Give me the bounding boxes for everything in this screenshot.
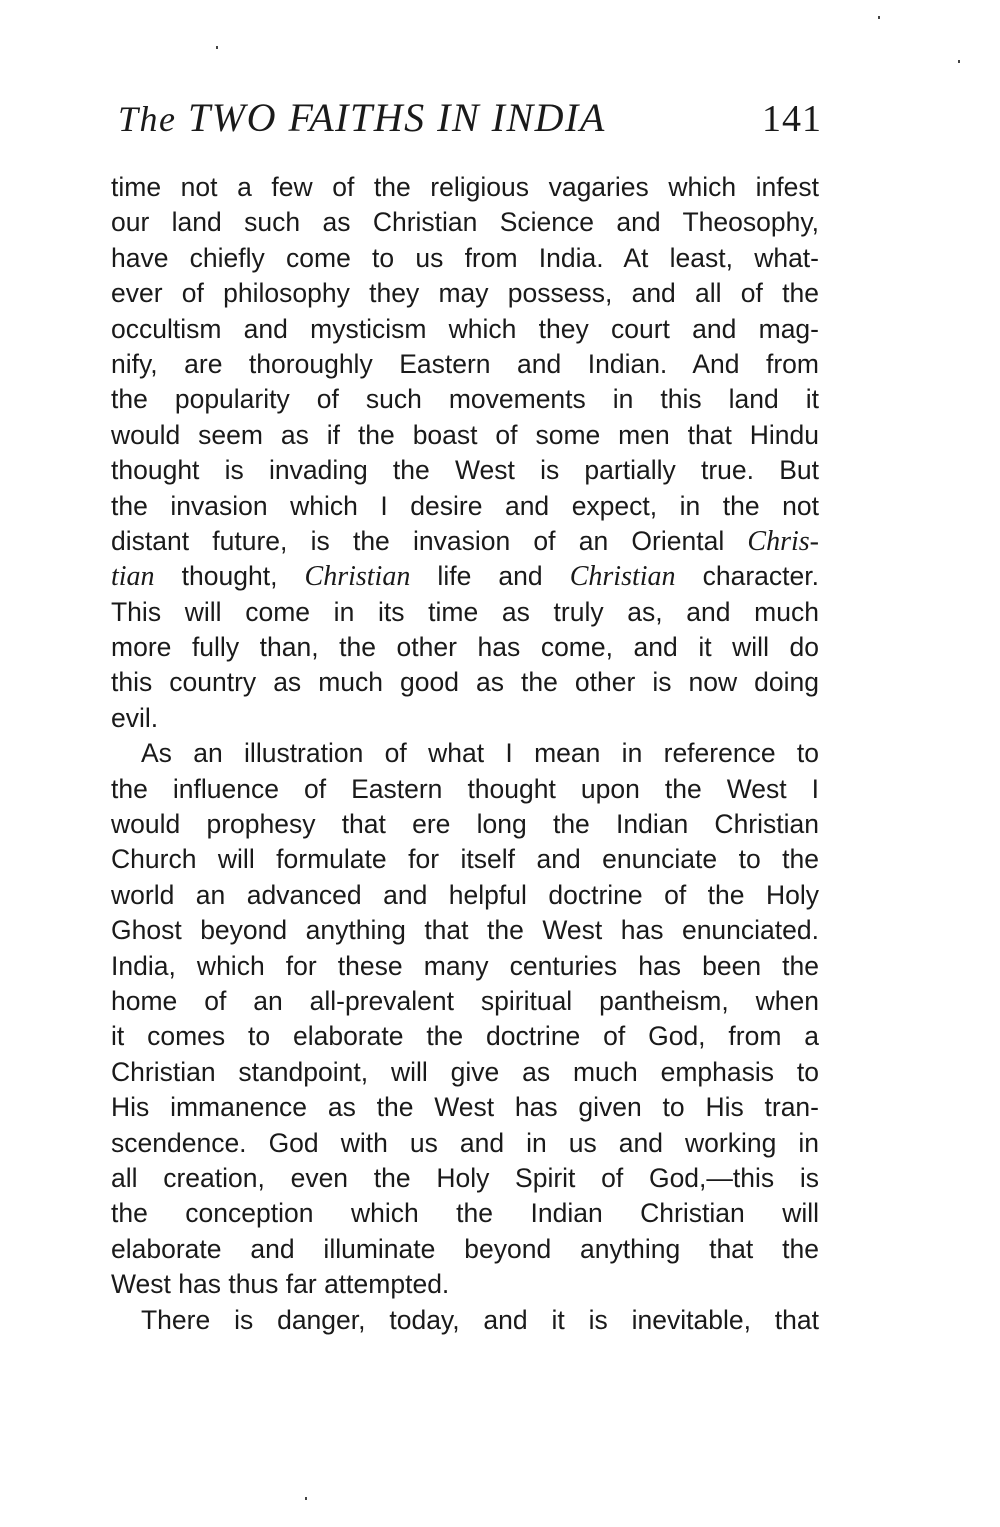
text-line — [111, 701, 819, 736]
italic-text: tian — [111, 561, 155, 593]
text-line — [111, 347, 819, 382]
text-segment: it comes to elaborate the doctrine of God, from a — [111, 1021, 819, 1052]
text-line — [111, 1019, 819, 1054]
text-segment: life and — [410, 561, 570, 592]
text-segment: distant future, is the invasion of an Oriental — [111, 525, 748, 556]
page-number: 141 — [762, 98, 822, 140]
text-line — [111, 595, 819, 630]
text-line — [111, 453, 819, 488]
text-segment: the popularity of such movements in this land it — [111, 384, 819, 415]
text-segment: His immanence as the West has given to His tran- — [111, 1092, 819, 1123]
text-line — [111, 736, 819, 771]
italic-text: Christian — [569, 561, 676, 593]
text-line — [111, 1267, 819, 1302]
text-segment: would prophesy that ere long the Indian Christian — [111, 809, 819, 840]
text-line — [111, 878, 819, 913]
text-line — [111, 665, 819, 700]
running-title-main: TWO FAITHS IN INDIA — [188, 95, 606, 140]
text-line — [111, 772, 819, 807]
text-segment: the conception which the Indian Christian will — [111, 1198, 819, 1229]
text-line — [111, 241, 819, 276]
text-line — [111, 1126, 819, 1161]
text-line — [111, 630, 819, 665]
text-segment: elaborate and illuminate beyond anything that the — [111, 1233, 819, 1264]
text-segment: home of an all-prevalent spiritual pantheism, when — [111, 985, 819, 1016]
text-line — [111, 1196, 819, 1231]
scan-speck — [878, 16, 880, 19]
text-segment: the invasion which I desire and expect, in the not — [111, 490, 819, 521]
text-segment: India, which for these many centuries has been the — [111, 950, 819, 981]
text-line — [111, 559, 819, 594]
text-line — [111, 276, 819, 311]
italic-text: Christian — [304, 561, 411, 593]
text-segment: would seem as if the boast of some men that Hindu — [111, 419, 819, 450]
text-line — [111, 807, 819, 842]
text-segment: Ghost beyond anything that the West has enunciated. — [111, 915, 819, 946]
running-title — [118, 93, 606, 144]
text-segment: As an illustration of what I mean in reference to — [141, 738, 819, 769]
text-segment: character. — [675, 561, 819, 592]
text-line — [111, 170, 819, 205]
text-line — [111, 418, 819, 453]
text-line — [111, 1303, 819, 1338]
text-line — [111, 949, 819, 984]
running-title-article: The — [118, 99, 177, 139]
text-segment: West has thus far attempted. — [111, 1269, 450, 1300]
text-line — [111, 1232, 819, 1267]
text-segment: our land such as Christian Science and Theosophy, — [111, 207, 819, 238]
text-line — [111, 913, 819, 948]
text-line — [111, 842, 819, 877]
text-segment: the influence of Eastern thought upon the West I — [111, 773, 819, 804]
text-segment: occultism and mysticism which they court and mag- — [111, 313, 819, 344]
scan-speck — [958, 60, 960, 63]
scan-speck — [216, 46, 218, 49]
text-segment: world an advanced and helpful doctrine of the Holy — [111, 879, 819, 910]
text-segment: There is danger, today, and it is inevitable, that — [141, 1304, 819, 1335]
text-line — [111, 382, 819, 417]
text-segment: This will come in its time as truly as, and much — [111, 596, 819, 627]
text-line — [111, 984, 819, 1019]
text-line — [111, 524, 819, 559]
text-segment: Christian standpoint, will give as much emphasis to — [111, 1056, 819, 1087]
text-segment: more fully than, the other has come, and it will do — [111, 632, 819, 663]
text-line — [111, 312, 819, 347]
text-line — [111, 489, 819, 524]
text-segment: this country as much good as the other is now doing — [111, 667, 819, 698]
text-segment: scendence. God with us and in us and working in — [111, 1127, 819, 1158]
text-segment: thought is invading the West is partially true. But — [111, 455, 819, 486]
text-line — [111, 1055, 819, 1090]
text-line — [111, 1161, 819, 1196]
text-line — [111, 1090, 819, 1125]
italic-text: Chris- — [747, 525, 819, 557]
text-segment: nify, are thoroughly Eastern and Indian. And from — [111, 348, 819, 379]
text-line — [111, 205, 819, 240]
text-segment: Church will formulate for itself and enunciate to the — [111, 844, 819, 875]
text-segment: ever of philosophy they may possess, and all of the — [111, 278, 819, 309]
running-header — [118, 93, 822, 143]
scan-speck — [305, 1497, 307, 1500]
text-segment: all creation, even the Holy Spirit of God,—this is — [111, 1162, 819, 1193]
text-segment: have chiefly come to us from India. At least, what- — [111, 242, 819, 273]
body-text — [111, 170, 819, 1338]
text-segment: evil. — [111, 702, 159, 733]
text-segment: thought, — [154, 561, 305, 592]
text-segment: time not a few of the religious vagaries which infest — [111, 172, 819, 202]
